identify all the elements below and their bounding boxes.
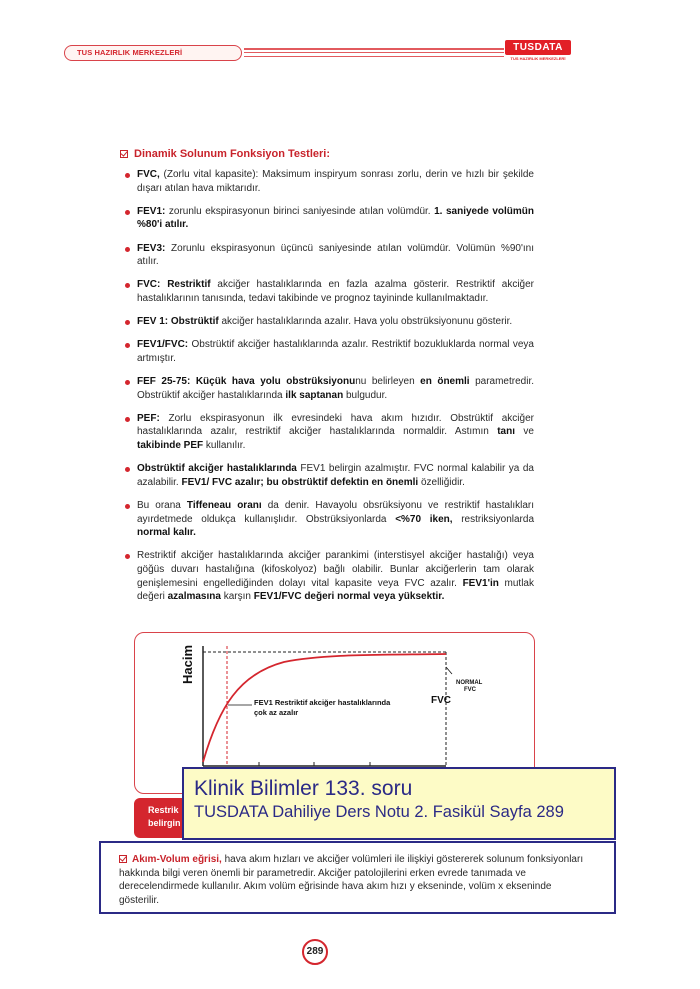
bullet-bold-run: FEF 25-75: Küçük hava yolu obstrüksiyonu — [137, 376, 356, 388]
bullet-item — [137, 315, 534, 329]
bullet-text-run: Obstrüktif akciğer hastalıklarında azalır. Restriktif bozukluklarda normal veya artmıştır. — [137, 339, 534, 364]
bullet-bold-run: 1. saniyede volümün %80'i atılır. — [137, 205, 534, 231]
bullet-bold-run: FEV1/ FVC azalır; bu obstrüktif defektin en önemli — [181, 476, 419, 488]
normal-fvc-pointer — [446, 667, 452, 674]
bullet-bold-run: FEV1/FVC değeri normal veya yüksektir. — [253, 591, 445, 603]
section-title-text: Dinamik Solunum Fonksiyon Testleri: — [134, 148, 330, 160]
bullet-text-run: kullanılır. — [203, 440, 246, 452]
chart-fvc-label: FVC — [431, 695, 451, 706]
page-number: 289 — [302, 939, 328, 965]
bullet-item — [137, 242, 534, 269]
overlay-subtitle: TUSDATA Dahiliye Ders Notu 2. Fasikül Sayfa 289 — [194, 803, 564, 821]
chart-annotation-line2: çok az azalır — [254, 708, 299, 717]
restrictive-volume-curve — [203, 654, 446, 762]
caption-line2: belirgin — [148, 818, 181, 828]
bullet-text-run: restriksiyonlarda — [452, 513, 535, 525]
bottom-highlight-term: Akım-Volum eğrisi, — [132, 854, 222, 865]
chart-ylabel: Hacim — [180, 644, 195, 684]
bullet-bold-run: FVC: Restriktif — [137, 279, 211, 291]
bullet-text-run: karşın — [220, 591, 254, 603]
bullet-text-run: akciğer hastalıklarında azalır. Hava yolu obstrüksiyonunu gösterir. — [218, 316, 513, 328]
bullet-list — [137, 168, 534, 613]
tusdata-logo — [505, 40, 571, 64]
bullet-item — [137, 168, 534, 195]
caption-line1: Restrik — [148, 805, 179, 815]
bullet-text-run: (Zorlu vital kapasite): Maksimum inspiryum sonrası zorlu, derin ve hızlı bir şekilde dışarı atılan hava miktarıdır. — [137, 169, 534, 194]
bullet-text-run: Bu orana — [137, 500, 187, 512]
bullet-bold-run: Obstrüktif akciğer hastalıklarında — [137, 463, 297, 475]
bullet-text-run: Zorunlu ekspirasyonun üçüncü saniyesinde atılan volümdür. Volümün %90'ını atılır. — [137, 242, 534, 268]
bullet-text-run: da denir. Havayolu obsrüksiyonu ve restriktif hastalıkları ayırdetmede oldukça kullanışlıdır. Obstrüksiyonlarda — [137, 500, 535, 525]
checkbox-icon — [119, 855, 127, 863]
bullet-text-run: Restriktif akciğer hastalıklarında akciğer parankimi (interstisyel akciğer hastalığı) veya göğüs duvarı hastalığına (kifoskolyoz) bağlı olabilir. Bunlar akciğerlerin tam olarak genişlemesini engellediğinden dolayı vital kapasite veya FVC azalır. — [137, 550, 534, 589]
bullet-text-run: özelliğidir. — [418, 476, 465, 488]
bullet-item — [137, 278, 534, 305]
bullet-text-run: FEV1 belirgin azalmıştır. FVC normal kalabilir ya da azalabilir. — [137, 463, 534, 488]
chart-normal-fvc-line2: FVC — [464, 687, 476, 693]
logo-text: TUSDATA — [505, 40, 571, 55]
bullet-bold-run: FEV1/FVC: — [137, 339, 189, 351]
bullet-bold-run: PEF: — [137, 412, 160, 424]
bullet-bold-run: en önemli — [420, 376, 470, 388]
bullet-bold-run: takibinde PEF — [137, 440, 204, 452]
bullet-bold-run: FEV3: — [137, 242, 166, 254]
bullet-text-run: zorunlu ekspirasyonun birinci saniyesinde atılan volümdür. — [165, 205, 435, 217]
bullet-text-run: Zorlu ekspirasyonun ilk evresindeki hava akım hızıdır. Obstrüktif akciğer hastalıklarında azalır, restriktif akciğer hastalıklarında normaldir. Astımın — [137, 412, 534, 438]
bullet-item — [137, 338, 534, 365]
bullet-text-run: mutlak değeri — [137, 577, 534, 603]
bullet-text-run: ve — [515, 426, 534, 438]
bullet-text-run: nu belirleyen — [355, 376, 421, 388]
bottom-highlight-box — [99, 841, 616, 914]
bullet-bold-run: FEV1'in — [462, 577, 499, 589]
overlay-title: Klinik Bilimler 133. soru — [194, 777, 413, 800]
bullet-bold-run: FEV1: — [137, 205, 166, 217]
bullet-bold-run: azalmasına — [167, 591, 221, 603]
section-title — [120, 148, 330, 160]
bullet-bold-run: <%70 iken, — [395, 513, 453, 525]
source-overlay-banner — [182, 767, 616, 840]
bullet-text-run: akciğer hastalıklarında en fazla azalma gösterir. Restriktif akciğer hastalıklarının tanısında, tedavi takibinde ve prognoz tayininde kullanılmaktadır. — [137, 279, 535, 304]
header-brand-text: TUS HAZIRLIK MERKEZLERİ — [77, 48, 183, 57]
bullet-bold-run: Tiffeneau oranı — [186, 500, 262, 512]
bullet-bold-run: ilk saptanan — [285, 389, 344, 401]
bullet-item — [137, 462, 534, 489]
header-brand-pill — [64, 45, 242, 61]
logo-subtext: TUS HAZIRLIK MERKEZLERİ — [510, 56, 566, 61]
checkbox-icon — [120, 150, 128, 158]
bullet-item — [137, 412, 534, 453]
bullet-item — [137, 375, 534, 402]
bullet-bold-run: normal kalır. — [137, 527, 196, 539]
bullet-text-run: bulgudur. — [343, 389, 388, 401]
header-rule-lines — [244, 48, 504, 59]
bullet-bold-run: FEV 1: Obstrüktif — [137, 316, 219, 328]
chart-annotation-line1: FEV1 Restriktif akciğer hastalıklarında — [254, 698, 391, 707]
bullet-item — [137, 549, 534, 603]
bullet-item — [137, 205, 534, 232]
bottom-body-text: hava akım hızları ve akciğer volümleri ile ilişkiyi göstererek solunum fonksiyonları hakkında bilgi veren önemli bir parametredir. Akciğer patolojilerini erken evrede tanımada ve derecelendirmede kullanılır. Akım volüm eğrisinde hava akım hızı y ekseninde, volüm x ekseninde gösterilir. — [119, 854, 584, 906]
bullet-text-run: parametredir. Obstrüktif akciğer hastalıklarında — [137, 376, 535, 401]
chart-normal-fvc-line1: NORMAL — [456, 680, 483, 686]
bullet-bold-run: FVC, — [137, 169, 160, 180]
bullet-bold-run: tanı — [497, 426, 515, 438]
bullet-item — [137, 499, 534, 540]
